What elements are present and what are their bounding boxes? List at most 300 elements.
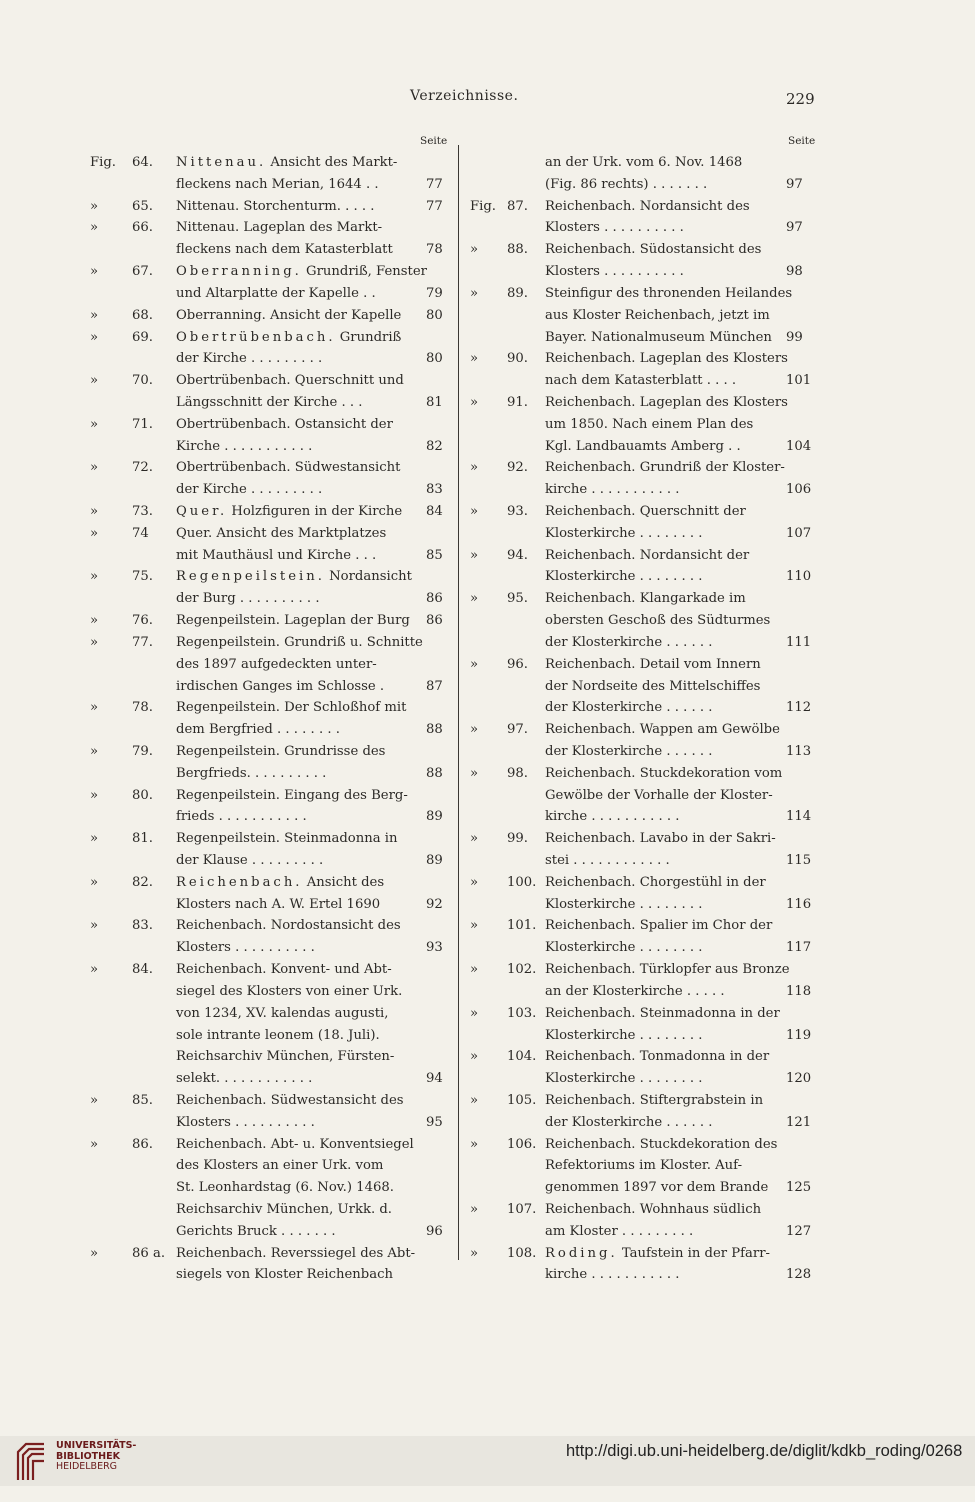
- figure-caption: [545, 719, 780, 741]
- figure-caption: [545, 370, 736, 392]
- list-item: [470, 479, 840, 501]
- figure-caption: [545, 457, 785, 479]
- list-item: [90, 523, 460, 545]
- page-ref: 119: [786, 1027, 812, 1043]
- figure-caption: [545, 632, 712, 654]
- figure-number: 65.: [132, 198, 153, 214]
- figure-number: 106.: [507, 1136, 537, 1152]
- caption-text: des Klosters an einer Urk. vom: [176, 1158, 384, 1174]
- figure-caption: [545, 741, 712, 763]
- list-item: [90, 283, 460, 305]
- list-item: [90, 1134, 460, 1156]
- caption-text: Klosters . . . . . . . . . .: [545, 264, 684, 280]
- figure-caption: [545, 305, 770, 327]
- caption-text: mit Mauthäusl und Kirche . . .: [176, 547, 377, 563]
- list-item: [470, 1134, 840, 1156]
- list-item: [470, 1199, 840, 1221]
- figure-number: 81.: [132, 831, 153, 847]
- figure-caption: [176, 1068, 312, 1090]
- list-item: [470, 959, 840, 981]
- figure-prefix: »: [90, 373, 99, 389]
- figure-number: 105.: [507, 1092, 537, 1108]
- figure-number: 75.: [132, 569, 153, 585]
- figure-prefix: »: [90, 962, 99, 978]
- caption-text: Gerichts Bruck . . . . . . .: [176, 1223, 336, 1239]
- caption-text-rest: Grundriß, Fenster: [301, 264, 427, 280]
- caption-text: Reichenbach. Wohnhaus südlich: [545, 1202, 762, 1217]
- caption-text: Reichenbach. Detail vom Innern: [545, 656, 761, 672]
- list-item: [90, 959, 460, 981]
- list-item: [470, 719, 840, 741]
- caption-text: Regenpeilstein. Der Schloßhof mit: [176, 700, 407, 716]
- caption-text: Steinfigur des thronenden Heilandes: [545, 285, 793, 301]
- page-ref: 89: [426, 853, 443, 868]
- caption-text: Reichenbach. Lageplan des Klosters: [545, 394, 788, 410]
- figure-prefix: »: [470, 591, 479, 607]
- figure-caption: [545, 1003, 780, 1025]
- list-item: [470, 327, 840, 349]
- caption-text: von 1234, XV. kalendas augusti,: [176, 1005, 389, 1021]
- figure-number: 99.: [507, 831, 528, 847]
- list-item: [470, 610, 840, 632]
- caption-text-rest: Grundriß: [335, 329, 402, 345]
- figure-number: 90.: [507, 351, 528, 367]
- figure-prefix: »: [470, 504, 479, 519]
- figure-caption: [545, 348, 788, 370]
- list-item: [90, 1199, 460, 1221]
- caption-text: Klosters . . . . . . . . . .: [176, 1114, 315, 1130]
- figure-number: 74: [132, 525, 149, 541]
- caption-text: Reichenbach. Steinmadonna in der: [545, 1005, 780, 1021]
- figure-prefix: »: [90, 1136, 99, 1152]
- list-item: [90, 763, 460, 785]
- caption-text: siegels von Kloster Reichenbach: [176, 1267, 393, 1283]
- figure-caption: [176, 719, 340, 741]
- list-item: [90, 654, 460, 676]
- figure-caption: [176, 436, 312, 458]
- caption-text: Quer.: [176, 504, 228, 519]
- page-ref: 107: [786, 525, 812, 541]
- list-item: [90, 697, 460, 719]
- caption-text: Reichenbach. Grundriß der Kloster-: [545, 460, 785, 476]
- figure-caption: [545, 217, 684, 239]
- page-ref: 86: [426, 613, 443, 629]
- page-header: [0, 88, 975, 112]
- figure-caption: [545, 152, 742, 174]
- caption-text: Klosters nach A. W. Ertel 1690: [176, 896, 381, 912]
- figure-caption: [545, 1221, 693, 1243]
- caption-text: Nittenau.: [176, 155, 267, 170]
- list-item: [90, 741, 460, 763]
- list-item: [470, 806, 840, 828]
- page-ref: 106: [786, 482, 812, 498]
- figure-caption: [176, 676, 384, 698]
- figure-caption: [545, 239, 761, 261]
- page-ref: 114: [786, 809, 812, 825]
- list-item: [470, 1155, 840, 1177]
- figure-prefix: »: [470, 242, 479, 258]
- list-item: [90, 828, 460, 850]
- figure-prefix: »: [470, 962, 479, 978]
- figure-caption: [545, 676, 760, 698]
- figure-caption: [176, 850, 323, 872]
- list-item: [90, 327, 460, 349]
- figure-prefix: Fig.: [90, 155, 117, 170]
- caption-text: Reichsarchiv München, Urkk. d.: [176, 1202, 392, 1217]
- page-ref: 82: [426, 438, 443, 454]
- caption-text: Reichenbach. Reverssiegel des Abt-: [176, 1245, 416, 1261]
- figure-caption: [176, 1112, 315, 1134]
- caption-text: Reichenbach. Lavabo in der Sakri-: [545, 831, 776, 847]
- figure-prefix: »: [90, 220, 99, 236]
- page-ref: 81: [426, 394, 443, 410]
- figure-number: 72.: [132, 460, 153, 476]
- figure-caption: [176, 632, 423, 654]
- list-item: [90, 479, 460, 501]
- page-ref: 97: [786, 176, 803, 192]
- page-ref: 98: [786, 264, 803, 280]
- figure-caption: [545, 1134, 777, 1156]
- figure-prefix: »: [90, 264, 99, 280]
- caption-text: Reichenbach. Spalier im Chor der: [545, 918, 773, 934]
- figure-number: 88.: [507, 242, 528, 258]
- page-ref: 118: [786, 983, 812, 999]
- list-item: [90, 1221, 460, 1243]
- page-ref: 96: [426, 1223, 443, 1239]
- figure-caption: [176, 937, 315, 959]
- list-item: [470, 501, 840, 523]
- caption-text: Oberranning.: [176, 264, 302, 280]
- figure-caption: [545, 283, 792, 305]
- list-item: [470, 894, 840, 916]
- figure-caption: [176, 523, 386, 545]
- figure-caption: [545, 1046, 769, 1068]
- figure-number: 68.: [132, 307, 153, 323]
- caption-text: Reichenbach. Stuckdekoration vom: [545, 765, 783, 781]
- page-ref: 113: [786, 743, 812, 759]
- figure-prefix: »: [470, 460, 479, 476]
- caption-text: St. Leonhardstag (6. Nov.) 1468.: [176, 1180, 394, 1196]
- figure-caption: [545, 850, 670, 872]
- figure-prefix: »: [470, 1245, 479, 1261]
- list-item: [90, 305, 460, 327]
- caption-text: Klosterkirche . . . . . . . .: [545, 525, 703, 541]
- page-ref: 121: [786, 1114, 812, 1130]
- figure-prefix: »: [90, 743, 99, 759]
- figure-caption: [176, 239, 393, 261]
- caption-text: siegel des Klosters von einer Urk.: [176, 983, 403, 999]
- figure-number: 64.: [132, 155, 153, 170]
- list-item: [470, 239, 840, 261]
- figure-caption: [545, 1025, 702, 1047]
- page-ref: 86: [426, 591, 443, 607]
- caption-text: fleckens nach Merian, 1644 . .: [176, 176, 379, 192]
- caption-text: und Altarplatte der Kapelle . .: [176, 285, 376, 301]
- list-item: [470, 392, 840, 414]
- figure-number: 101.: [507, 918, 537, 934]
- figure-prefix: »: [470, 351, 479, 367]
- caption-text: um 1850. Nach einem Plan des: [545, 416, 754, 432]
- list-item: [90, 392, 460, 414]
- figure-prefix: »: [90, 831, 99, 847]
- figure-caption: [545, 1090, 763, 1112]
- figure-caption: [176, 152, 397, 174]
- list-item: [90, 239, 460, 261]
- list-item: [90, 1025, 460, 1047]
- figure-number: 94.: [507, 547, 528, 563]
- list-item: [90, 348, 460, 370]
- figure-caption: [176, 1025, 380, 1047]
- caption-text: Reichenbach. Stuckdekoration des: [545, 1136, 778, 1152]
- caption-text-rest: Ansicht des: [302, 874, 385, 890]
- figure-prefix: »: [90, 918, 99, 934]
- figure-caption: [545, 1112, 712, 1134]
- page-ref: 80: [426, 307, 443, 323]
- figure-number: 84.: [132, 962, 153, 978]
- list-item: [470, 741, 840, 763]
- caption-text: Klosterkirche . . . . . . . .: [545, 569, 703, 585]
- figure-caption: [176, 828, 397, 850]
- page-ref: 93: [426, 940, 443, 956]
- caption-text: Obertrübenbach. Südwestansicht: [176, 460, 401, 476]
- figure-prefix: »: [470, 1049, 479, 1065]
- library-logo-icon: [12, 1440, 48, 1482]
- figure-number: 100.: [507, 874, 537, 890]
- figure-number: 69.: [132, 329, 153, 345]
- figure-caption: [176, 1003, 388, 1025]
- caption-text: Reichenbach. Nordostansicht des: [176, 918, 401, 934]
- list-item: [470, 370, 840, 392]
- figure-caption: [176, 763, 326, 785]
- figure-caption: [545, 1264, 679, 1286]
- list-item: [90, 1046, 460, 1068]
- figure-prefix: »: [90, 874, 99, 890]
- figure-number: 85.: [132, 1092, 153, 1108]
- caption-text: Regenpeilstein. Eingang des Berg-: [176, 787, 408, 803]
- page-ref: 116: [786, 896, 812, 912]
- list-item: [90, 1264, 460, 1286]
- caption-text: Regenpeilstein.: [176, 569, 325, 585]
- list-item: [470, 1177, 840, 1199]
- caption-text: Klosters . . . . . . . . . .: [545, 220, 684, 236]
- figure-prefix: »: [470, 1136, 479, 1152]
- figure-caption: [545, 479, 679, 501]
- figure-caption: [545, 588, 746, 610]
- caption-text: kirche . . . . . . . . . . .: [545, 482, 680, 498]
- figure-prefix: »: [470, 874, 479, 890]
- figure-caption: [176, 479, 322, 501]
- figure-prefix: »: [470, 285, 479, 301]
- list-item: [470, 1243, 840, 1265]
- figure-caption: [545, 523, 702, 545]
- figure-prefix: »: [90, 416, 99, 432]
- figure-number: 104.: [507, 1049, 537, 1065]
- page-ref: 80: [426, 351, 443, 367]
- list-item: [90, 872, 460, 894]
- list-item: [470, 632, 840, 654]
- figure-caption: [176, 959, 392, 981]
- caption-text: Reichenbach. Konvent- und Abt-: [176, 962, 392, 978]
- figure-caption: [176, 1155, 383, 1177]
- figure-caption: [176, 196, 374, 218]
- figure-caption: [176, 566, 412, 588]
- page-ref: 95: [426, 1114, 443, 1130]
- figure-prefix: »: [90, 1245, 99, 1261]
- list-item: [90, 785, 460, 807]
- list-item: [90, 174, 460, 196]
- caption-text: stei . . . . . . . . . . . .: [545, 853, 670, 868]
- page-ref: 112: [786, 700, 812, 716]
- page-ref: 77: [426, 198, 443, 214]
- caption-text: Reichenbach. Südwestansicht des: [176, 1092, 404, 1108]
- figure-prefix: »: [90, 460, 99, 476]
- figure-prefix: »: [90, 307, 99, 323]
- list-item: [470, 588, 840, 610]
- library-name-line: HEIDELBERG: [56, 1461, 118, 1472]
- caption-text: sole intrante leonem (18. Juli).: [176, 1027, 380, 1043]
- list-item: [90, 217, 460, 239]
- caption-text: Klosterkirche . . . . . . . .: [545, 896, 703, 912]
- figure-caption: [545, 806, 679, 828]
- figure-number: 79.: [132, 743, 153, 759]
- page-ref: 115: [786, 853, 812, 868]
- figure-caption: [176, 654, 377, 676]
- list-item: [470, 1046, 840, 1068]
- figure-caption: [545, 894, 702, 916]
- caption-text: der Klosterkirche . . . . . .: [545, 1114, 713, 1130]
- figure-caption: [545, 566, 702, 588]
- figure-caption: [176, 217, 382, 239]
- list-item: [90, 1003, 460, 1025]
- figure-caption: [545, 937, 702, 959]
- figure-caption: [176, 283, 376, 305]
- figure-prefix: »: [90, 504, 99, 519]
- caption-text: an der Klosterkirche . . . . .: [545, 983, 725, 999]
- caption-text: frieds . . . . . . . . . . .: [176, 809, 307, 825]
- figure-caption: [176, 1264, 393, 1286]
- list-item: [90, 1090, 460, 1112]
- caption-text: Regenpeilstein. Grundrisse des: [176, 743, 386, 759]
- figure-number: 103.: [507, 1005, 537, 1021]
- running-title: Verzeichnisse.: [410, 88, 519, 104]
- caption-text: Reichenbach. Nordansicht des: [545, 198, 750, 214]
- list-item: [90, 937, 460, 959]
- figure-prefix: »: [470, 1005, 479, 1021]
- list-item: [470, 785, 840, 807]
- figure-prefix: »: [470, 918, 479, 934]
- caption-text: Gewölbe der Vorhalle der Kloster-: [545, 787, 773, 803]
- list-item: [90, 1068, 460, 1090]
- list-item: [470, 523, 840, 545]
- list-item: [90, 545, 460, 567]
- figure-caption: [176, 1046, 394, 1068]
- caption-text: Quer. Ansicht des Marktplatzes: [176, 525, 387, 541]
- figure-prefix: »: [90, 525, 99, 541]
- list-item: [470, 1068, 840, 1090]
- caption-text: Längsschnitt der Kirche . . .: [176, 394, 363, 410]
- figure-caption: [176, 894, 380, 916]
- caption-text: Reichenbach. Nordansicht der: [545, 547, 750, 563]
- figure-number: 98.: [507, 765, 528, 781]
- caption-text: der Klosterkirche . . . . . .: [545, 634, 713, 650]
- figure-number: 108.: [507, 1245, 537, 1261]
- seite-label-left: Seite: [420, 135, 448, 147]
- list-item: [470, 872, 840, 894]
- page-ref: 128: [786, 1267, 812, 1283]
- list-item: [90, 501, 460, 523]
- figure-caption: [176, 1243, 415, 1265]
- page-ref: 125: [786, 1180, 812, 1196]
- figure-prefix: »: [90, 569, 99, 585]
- caption-text: der Kirche . . . . . . . . .: [176, 482, 323, 498]
- caption-text: irdischen Ganges im Schlosse .: [176, 678, 385, 694]
- page-ref: 104: [786, 438, 812, 454]
- caption-text: Klosterkirche . . . . . . . .: [545, 940, 703, 956]
- library-name: [56, 1441, 136, 1473]
- figure-caption: [545, 261, 684, 283]
- figure-number: 78.: [132, 700, 153, 716]
- caption-text: genommen 1897 vor dem Brande: [545, 1180, 769, 1196]
- figure-caption: [176, 806, 307, 828]
- figure-list-right-column: [470, 152, 840, 1286]
- list-item: [90, 370, 460, 392]
- list-item: [90, 414, 460, 436]
- figure-caption: [176, 741, 385, 763]
- seite-label-right: Seite: [788, 135, 816, 147]
- figure-caption: [176, 1090, 404, 1112]
- page-ref: 87: [426, 678, 443, 694]
- caption-text: Reichenbach. Südostansicht des: [545, 242, 762, 258]
- caption-text: Kirche . . . . . . . . . . .: [176, 438, 313, 454]
- figure-prefix: »: [90, 613, 99, 629]
- list-item: [470, 828, 840, 850]
- source-url-link[interactable]: http://digi.ub.uni-heidelberg.de/diglit/kdkb_roding/0268: [566, 1442, 963, 1460]
- figure-caption: [176, 261, 427, 283]
- figure-prefix: »: [90, 787, 99, 803]
- figure-caption: [545, 828, 776, 850]
- figure-caption: [545, 174, 707, 196]
- figure-caption: [176, 545, 376, 567]
- list-item: [470, 676, 840, 698]
- figure-caption: [176, 305, 401, 327]
- caption-text: Oberranning. Ansicht der Kapelle: [176, 307, 402, 323]
- list-item: [90, 850, 460, 872]
- figure-caption: [176, 501, 402, 523]
- caption-text: kirche . . . . . . . . . . .: [545, 809, 680, 825]
- caption-text: (Fig. 86 rechts) . . . . . . .: [545, 176, 708, 192]
- figure-number: 80.: [132, 787, 153, 803]
- caption-text-rest: Nordansicht: [324, 569, 412, 585]
- list-item: [470, 348, 840, 370]
- caption-text: Nittenau. Storchenturm. . . . .: [176, 198, 375, 214]
- figure-caption: [176, 457, 400, 479]
- figure-caption: [545, 1068, 702, 1090]
- list-item: [470, 283, 840, 305]
- figure-caption: [176, 785, 408, 807]
- figure-number: 73.: [132, 504, 153, 519]
- figure-number: 107.: [507, 1202, 537, 1217]
- figure-caption: [545, 654, 761, 676]
- figure-number: 97.: [507, 722, 528, 738]
- list-item: [470, 305, 840, 327]
- figure-caption: [176, 981, 402, 1003]
- caption-text: Reichenbach. Stiftergrabstein in: [545, 1092, 764, 1108]
- caption-text: Kgl. Landbauamts Amberg . .: [545, 438, 741, 454]
- page-ref: 101: [786, 373, 812, 389]
- figure-caption: [176, 697, 406, 719]
- page-ref: 110: [786, 569, 812, 585]
- caption-text: Regenpeilstein. Steinmadonna in: [176, 831, 398, 847]
